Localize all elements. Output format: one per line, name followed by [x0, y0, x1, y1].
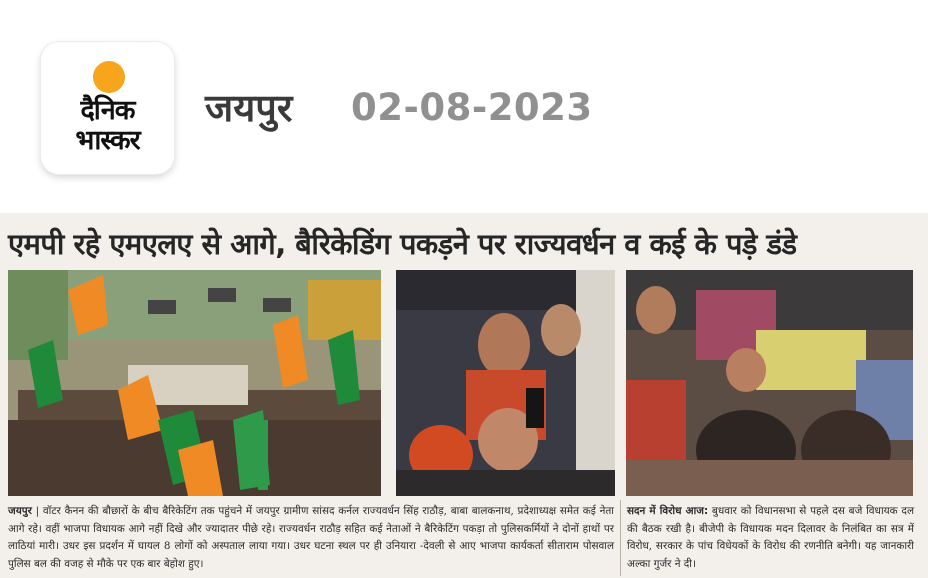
logo-text-line2: भास्कर — [75, 125, 140, 156]
dateline: जयपुर — [8, 505, 32, 517]
photo-rally-crowd — [8, 270, 381, 496]
sun-icon — [93, 61, 125, 93]
column-divider — [620, 500, 621, 576]
edition-date: 02-08-2023 — [351, 86, 593, 129]
article-text-left: | वॉटर कैनन की बौछारों के बीच बैरिकेटिंग तक पहुंचने में जयपुर ग्रामीण सांसद कर्नल राज्यवर्धन सिंह राठौड़, बाबा बालकनाथ, प्रदेशाध्यक्ष समेत कई नेता आगे रहे। वहीं भाजपा विधायक आगे नहीं दिखे और ज्यादातर पीछे रहे। राज्यवर्धन राठौड़ सहित कई नेताओं ने बैरिकेटिंग पकड़ा तो पुलिसकर्मियों ने दोनों हाथों पर लाठियां मारी। उधर इस प्रदर्शन में घायल 8 लोगों को अस्पताल लाया गया। उधर घटना स्थल पर ही उनियारा -देवली से आए भाजपा कार्यकर्ता सीताराम पोसवाल पुलिस बल की वजह से मौके पर एक बार बेहोश हुए। — [8, 505, 614, 570]
article-text-right: बुधवार को विधानसभा से पहले दस बजे विधायक दल की बैठक रखी है। बीजेपी के विधायक मदन दिलावर के निलंबित का सत्र में विरोध, सरकार के पांच विधेयकों के विरोध की रणनीति बनेगी। यह जानकारी अल्का गुर्जर ने दी। — [627, 505, 914, 570]
article-body-right — [627, 503, 914, 573]
subhead-lead: सदन में विरोध आज: — [627, 505, 709, 517]
edition-city: जयपुर — [205, 86, 293, 130]
dainik-bhaskar-logo[interactable] — [41, 42, 174, 174]
photo-injured-protester — [626, 270, 913, 496]
article-body-left — [8, 503, 614, 573]
photo-protest-leaders — [396, 270, 615, 496]
article-headline: एमपी रहे एमएलए से आगे, बैरिकेडिंग पकड़ने पर राज्यवर्धन व कई के पड़े डंडे — [8, 227, 797, 261]
logo-text-line1: दैनिक — [80, 95, 135, 126]
